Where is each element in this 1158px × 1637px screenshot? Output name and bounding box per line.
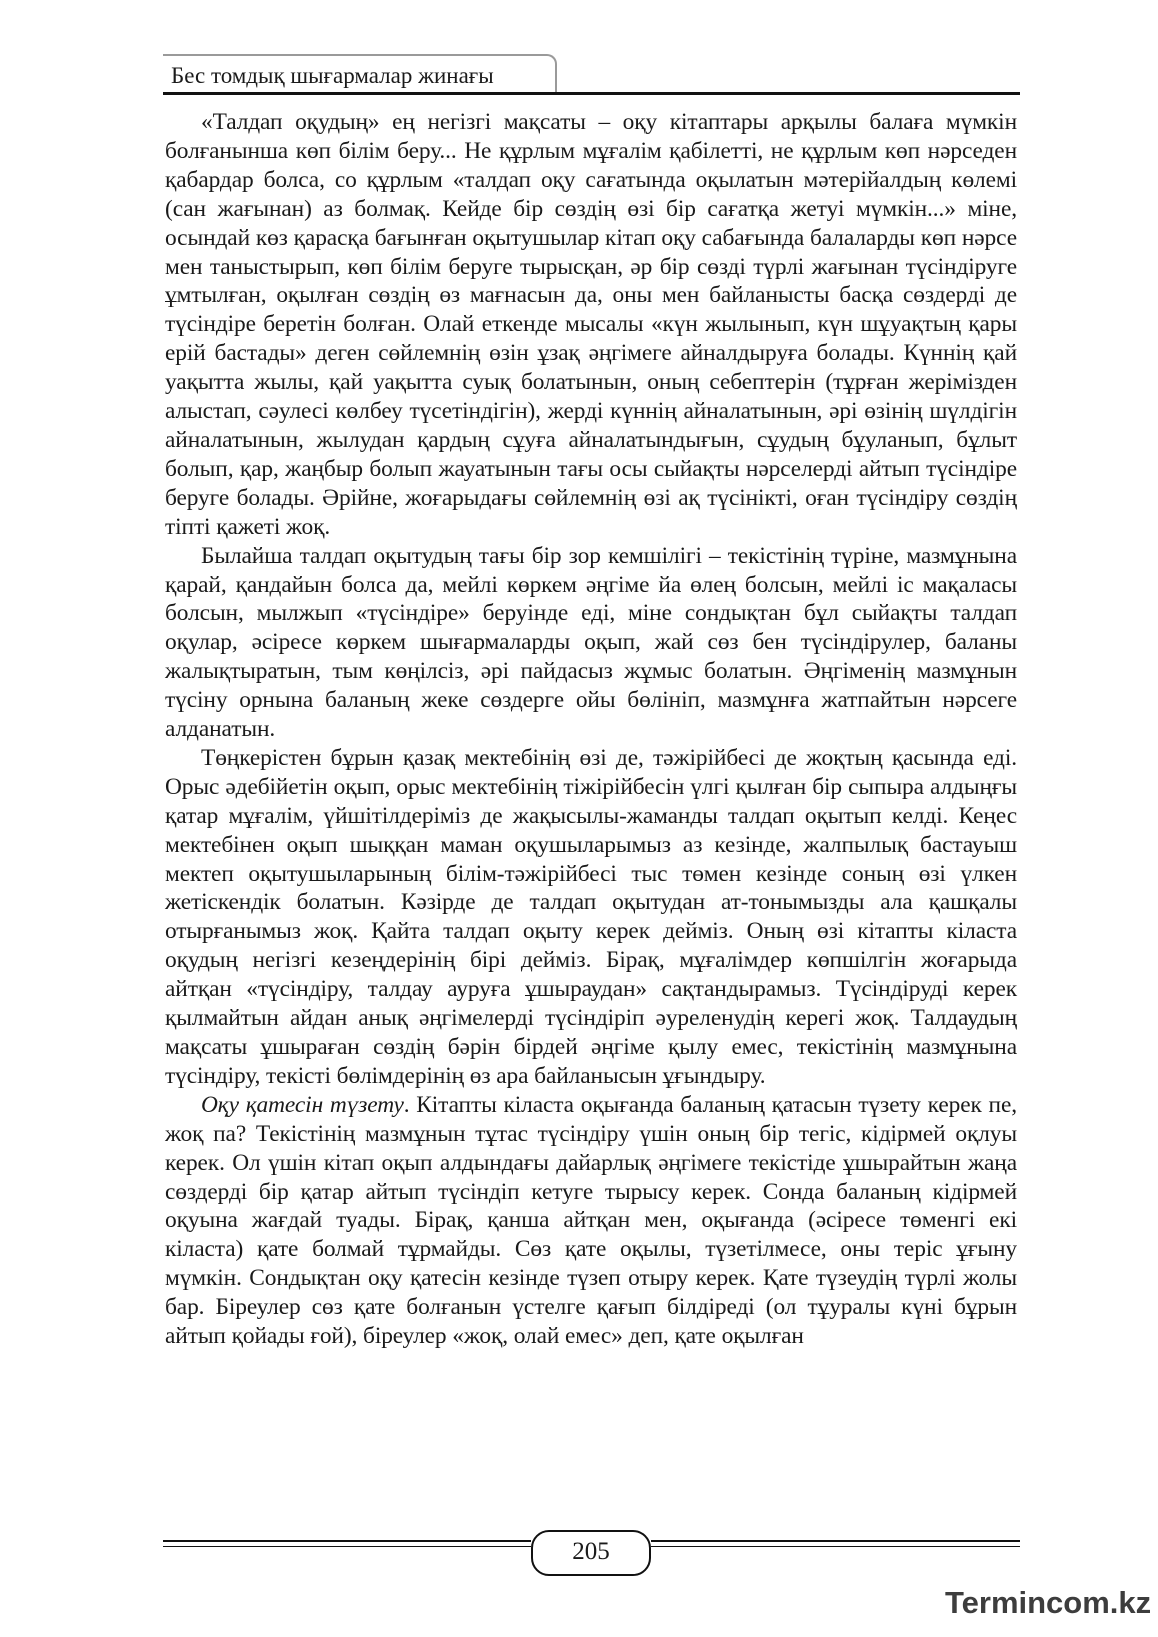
paragraph: Төңкерістен бұрын қазақ мектебінің өзі де, тәжірійбесі де жоқтың қасында еді. Орыс әдебійетін оқып, орыс мектебінің тіжірійбесін үлгі қылған бір сыпыра алдыңғы қатар мұғалім, үйшітілдеріміз де жақысылы-жаманды талдап оқытып келді. Кеңес мектебінен оқып шыққан маман оқушыларымыз аз кезінде, жалпылық бастауыш мектеп оқытушыларының білім-тәжірійбесі тыс төмен кезінде соның өзі үлкен жетіскендік болатын. Кәзірде де талдап оқытудан ат-тонымызды ала қашқалы отырғанымыз жоқ. Қайта талдап оқыту керек дейміз. Оның өзі кітапты кіласта оқудың негізгі кезеңдерінің бірі дейміз. Бірақ, мұғалімдер көпшілгін жоғарыда айтқан «түсіндіру, талдау ауруға ұшыраудан» сақтандырамыз. Түсіндіруді керек қылмайтын айдан анық әңгімелерді түсіндіріп әуреленудің керегі жоқ. Талдаудың мақсаты ұшыраған сөздің бәрін бірдей әңгіме қылу емес, текістінің мазмұнына түсіндіру, текісті бөлімдерінің өз ара байланысын ұғындыру. bbox=[165, 744, 1017, 1089]
paragraph: «Талдап оқудың» ең негізгі мақсаты – оқу кітаптары арқылы балаға мүмкін болғанынша көп білім беру... Не құрлым мұғалім қабілетті, не құрлым көп нәрседен қабардар болса, со құрлым «талдап оқу сағатында оқылатын мәтерійалдың көлемі (сан жағынан) аз болмақ. Кейде бір сөздің өзі бір сағатқа жетуі мүмкін...» міне, осындай көз қарасқа бағынған оқытушылар кітап оқу сабағында балаларды көп нәрсе мен таныстырып, көп білім беруге тырысқан, әр бір сөзді түрлі жағынан түсіндіруге ұмтылған, оқылған сөздің өз мағнасын да, оны мен байланысты басқа сөздерді де түсіндіре беретін болған. Олай еткенде мысалы «күн жылынып, күн шұуақтың қары ерій бастады» деген сөйлемнің өзін ұзақ әңгімеге айналдыруға болады. Күннің қай уақытта жылы, қай уақытта суық болатынын, оның себептерін (тұрған жерімізден алыстап, сәулесі көлбеу түсетіндігін), жерді күннің айналатынын, әрі өзінің шүлдігін айналатынын, жылудан қардың сұуға айналатындығын, сұудың бұуланып, бұлыт болып, қар, жаңбыр болып жауатынын тағы осы сыйақты нәрселерді айтып түсіндіре беруге болады. Әрійне, жоғарыдағы сөйлемнің өзі ақ түсінікті, оған түсіндіру сөздің тіпті қажеті жоқ. bbox=[165, 109, 1017, 540]
footer-rule-right bbox=[651, 1540, 1020, 1542]
watermark-logo: Termincom.kz bbox=[945, 1585, 1152, 1620]
paragraph: Былайша талдап оқытудың тағы бір зор кемшілігі – текістінің түріне, мазмұнына қарай, қандайын болса да, мейлі көркем әңгіме йа өлең болсын, мейлі іс мақаласы болсын, мылжып «түсіндіре» беруінде еді, міне сондықтан бұл сыйақты талдап оқулар, әсіресе көркем шығармаларды оқып, жай сөз бен түсіндірулер, баланы жалықтыратын, тым көңілсіз, әрі пайдасыз жұмыс болатын. Әңгіменің мазмұнын түсіну орнына баланың жеке сөздерге ойы бөлініп, мазмұнға жатпайтын нәрсеге алданатын. bbox=[165, 542, 1017, 743]
running-title: Бес томдық шығармалар жинағы bbox=[171, 63, 494, 88]
body-text bbox=[165, 108, 1017, 1351]
page-footer bbox=[163, 1530, 1020, 1580]
paragraph-text: . Кітапты кіласта оқығанда баланың қатасын түзету керек пе, жоқ па? Текістінің мазмұнын тұтас түсіндіру үшін оның бір тегіс, кідірмей оқлуы керек. Ол үшін кітап оқып алдындағы дайарлық әңгімеге текістіде ұшырайтын жаңа сөздерді бір қатар айтып түсіндіп кетуге тырысу керек. Сонда баланың кідірмей оқуына жағдай туады. Бірақ, қанша айтқан мен, оқығанда (әсіресе төменгі екі кіласта) қате болмай тұрмайды. Сөз қате оқылы, түзетілмесе, оны теріс ұғыну мүмкін. Сондықтан оқу қатесін кезінде түзеп отыру керек. Қате түзеудің түрлі жолы бар. Біреулер сөз қате болғанын үстелге қағып білдіреді (ол тұуралы күні бұрын айтып қойады ғой), біреулер «жоқ, олай емес» деп, қате оқылған bbox=[165, 1091, 1017, 1350]
italic-lead: Оқу қатесін түзету bbox=[201, 1091, 404, 1118]
page-number: 205 bbox=[531, 1530, 651, 1576]
footer-rule-right-thin bbox=[651, 1546, 1020, 1547]
footer-rule-left bbox=[163, 1540, 531, 1542]
paragraph bbox=[165, 1091, 1017, 1351]
footer-rule-left-thin bbox=[163, 1546, 531, 1547]
header-rule bbox=[163, 92, 1020, 95]
page-header bbox=[163, 52, 1020, 98]
